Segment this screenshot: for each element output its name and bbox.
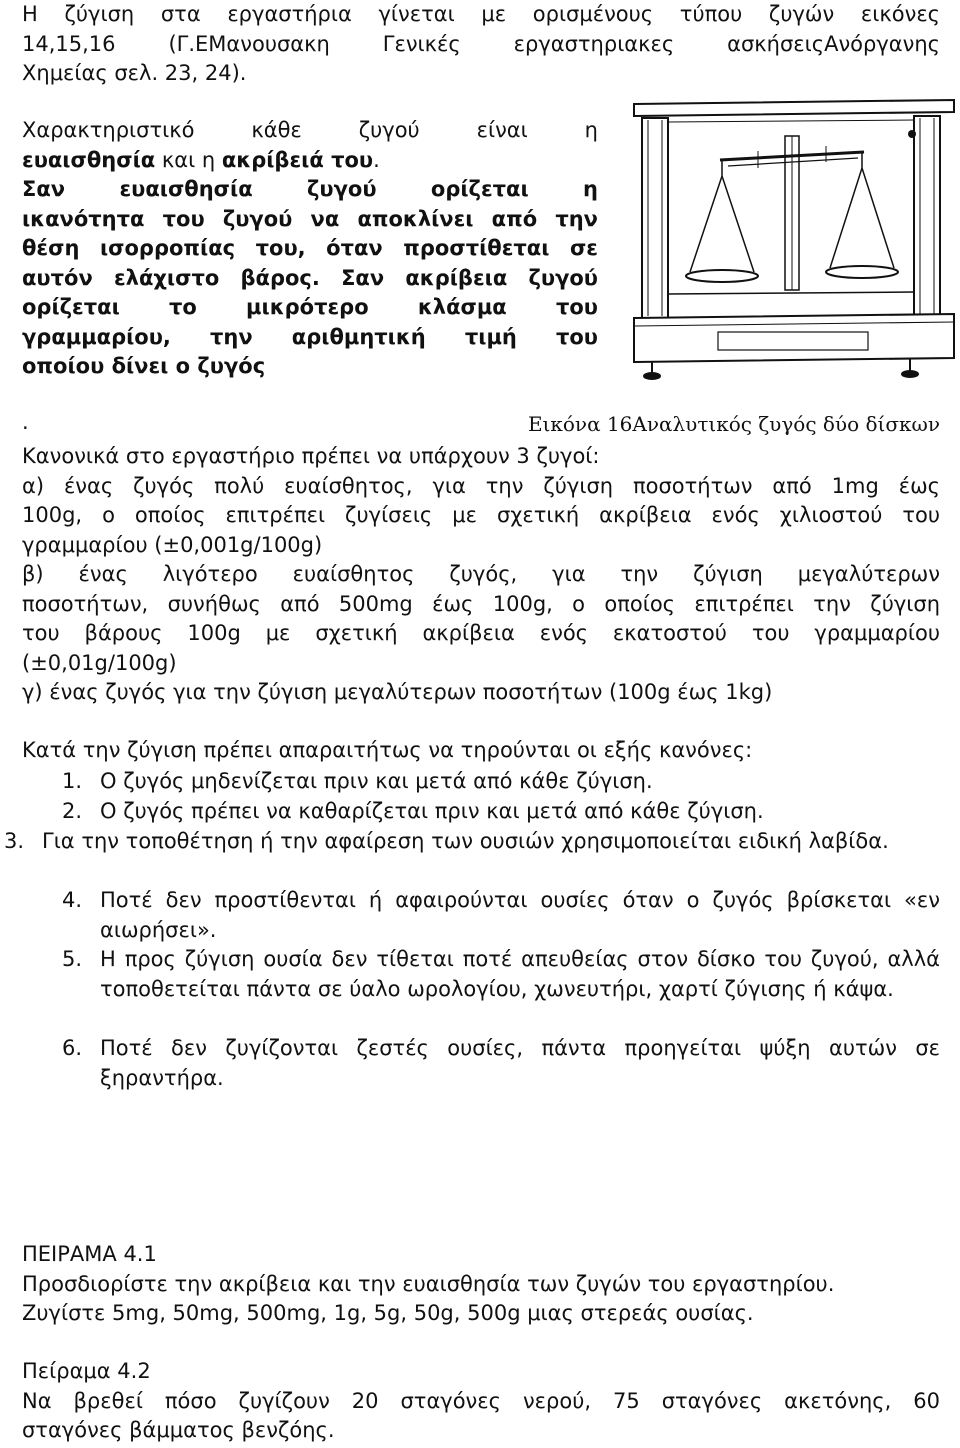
rules-intro: Κατά την ζύγιση πρέπει απαραιτήτως να τηρούνται οι εξής κανόνες: bbox=[22, 738, 753, 762]
intro-line: Χημείας σελ. 23, 24). bbox=[22, 61, 247, 85]
char-period: . bbox=[373, 147, 380, 172]
lab-line: (±0,01g/100g) bbox=[22, 650, 177, 675]
lab-line: γραμμαρίου (±0,001g/100g) bbox=[22, 532, 323, 557]
char-line: ορίζεται το μικρότερο κλάσμα του bbox=[22, 295, 598, 319]
rule-number: 3. bbox=[4, 829, 25, 853]
lab-line: του βάρους 100g με σχετική ακρίβεια ενός εκατοστού του γραμμαρίου bbox=[22, 621, 940, 645]
char-line bbox=[22, 146, 598, 176]
lab-line: ποσοτήτων, συνήθως από 500mg έως 100g, ο οποίος επιτρέπει την ζύγιση bbox=[22, 591, 940, 616]
rule-item bbox=[62, 945, 940, 1004]
experiment-line: Ζυγίστε 5mg, 50mg, 500mg, 1g, 5g, 50g, 500g μιας στερεάς ουσίας. bbox=[22, 1301, 754, 1325]
analytical-balance-illustration bbox=[628, 96, 960, 392]
char-line: οποίου δίνει ο ζυγός bbox=[22, 354, 266, 378]
lab-line: α) ένας ζυγός πολύ ευαίσθητος, για την ζύγιση ποσοτήτων από 1mg έως bbox=[22, 473, 940, 498]
term-sensitivity: ευαισθησία bbox=[22, 147, 156, 172]
experiment-title: ΠΕΙΡΑΜΑ 4.1 bbox=[22, 1242, 157, 1266]
lab-line: 100g, ο οποίος επιτρέπει ζυγίσεις με σχετική ακρίβεια ενός χιλιοστού του bbox=[22, 503, 940, 527]
rule-item bbox=[62, 767, 940, 797]
rule-number: 4. bbox=[62, 888, 83, 912]
char-line: αυτόν ελάχιστο βάρος. Σαν ακρίβεια ζυγού bbox=[22, 265, 598, 290]
char-line: Χαρακτηριστικό κάθε ζυγού είναι η bbox=[22, 118, 598, 142]
experiment-4-1 bbox=[22, 1240, 940, 1329]
rule-text: Η προς ζύγιση ουσία δεν τίθεται ποτέ απευθείας στον δίσκο του ζυγού, αλλά τοποθετείται πάντα σε ύαλο ωρολογίου, χωνευτήρι, χαρτί ζύγισης ή κάψα. bbox=[100, 947, 940, 1001]
experiment-line: σταγόνες βάμματος βενζόης. bbox=[22, 1418, 335, 1442]
intro-line: Η ζύγιση στα εργαστήρια γίνεται με ορισμένους τύπου ζυγών εικόνες bbox=[22, 2, 940, 26]
term-accuracy: ακρίβειά του bbox=[221, 147, 374, 172]
rule-item bbox=[62, 886, 940, 945]
char-line: θέση ισορροπίας του, όταν προστίθεται σε bbox=[22, 236, 598, 260]
rule-number: 5. bbox=[62, 947, 83, 971]
characteristics-paragraph bbox=[22, 116, 598, 382]
lab-line: Κανονικά στο εργαστήριο πρέπει να υπάρχουν 3 ζυγοί: bbox=[22, 444, 600, 468]
rule-item bbox=[4, 827, 940, 857]
rule-number: 2. bbox=[62, 799, 83, 823]
experiment-line: Να βρεθεί πόσο ζυγίζουν 20 σταγόνες νερού, 75 σταγόνες ακετόνης, 60 bbox=[22, 1388, 940, 1413]
lab-balances-paragraph bbox=[22, 442, 940, 708]
experiment-title: Πείραμα 4.2 bbox=[22, 1359, 151, 1383]
char-connector: και η bbox=[155, 147, 222, 172]
char-line: γραμμαρίου, την αριθμητική τιμή του bbox=[22, 324, 598, 349]
experiment-line: Προσδιορίστε την ακρίβεια και την ευαισθησία των ζυγών του εργαστηρίου. bbox=[22, 1271, 835, 1296]
rule-number: 1. bbox=[62, 769, 83, 793]
experiment-4-2 bbox=[22, 1357, 940, 1446]
intro-line: 14,15,16 (Γ.ΕΜανουσακη Γενικές εργαστηριακες ασκήσειςΑνόργανης bbox=[22, 31, 940, 56]
char-line: ικανότητα του ζυγού να αποκλίνει από την bbox=[22, 206, 598, 231]
caption-dot: . bbox=[22, 410, 29, 434]
rule-text: Ο ζυγός πρέπει να καθαρίζεται πριν και μετά από κάθε ζύγιση. bbox=[100, 799, 764, 823]
char-line: Σαν ευαισθησία ζυγού ορίζεται η bbox=[22, 177, 598, 201]
rule-number: 6. bbox=[62, 1036, 83, 1060]
lab-line: γ) ένας ζυγός για την ζύγιση μεγαλύτερων ποσοτήτων (100g έως 1kg) bbox=[22, 680, 773, 704]
rule-item bbox=[62, 1034, 940, 1093]
rule-text: Ποτέ δεν ζυγίζονται ζεστές ουσίες, πάντα προηγείται ψύξη αυτών σε ξηραντήρα. bbox=[100, 1036, 940, 1090]
figure-caption: Εικόνα 16Αναλυτικός ζυγός δύο δίσκων bbox=[527, 412, 940, 436]
rule-text: Ποτέ δεν προστίθενται ή αφαιρούνται ουσίες όταν ο ζυγός βρίσκεται «εν αιωρήσει». bbox=[100, 888, 940, 942]
rule-item bbox=[62, 797, 940, 827]
intro-paragraph bbox=[22, 0, 940, 89]
rule-text: Ο ζυγός μηδενίζεται πριν και μετά από κάθε ζύγιση. bbox=[100, 769, 653, 793]
rule-text: Για την τοποθέτηση ή την αφαίρεση των ουσιών χρησιμοποιείται ειδική λαβίδα. bbox=[42, 829, 889, 853]
lab-line: β) ένας λιγότερο ευαίσθητος ζυγός, για την ζύγιση μεγαλύτερων bbox=[22, 562, 940, 586]
